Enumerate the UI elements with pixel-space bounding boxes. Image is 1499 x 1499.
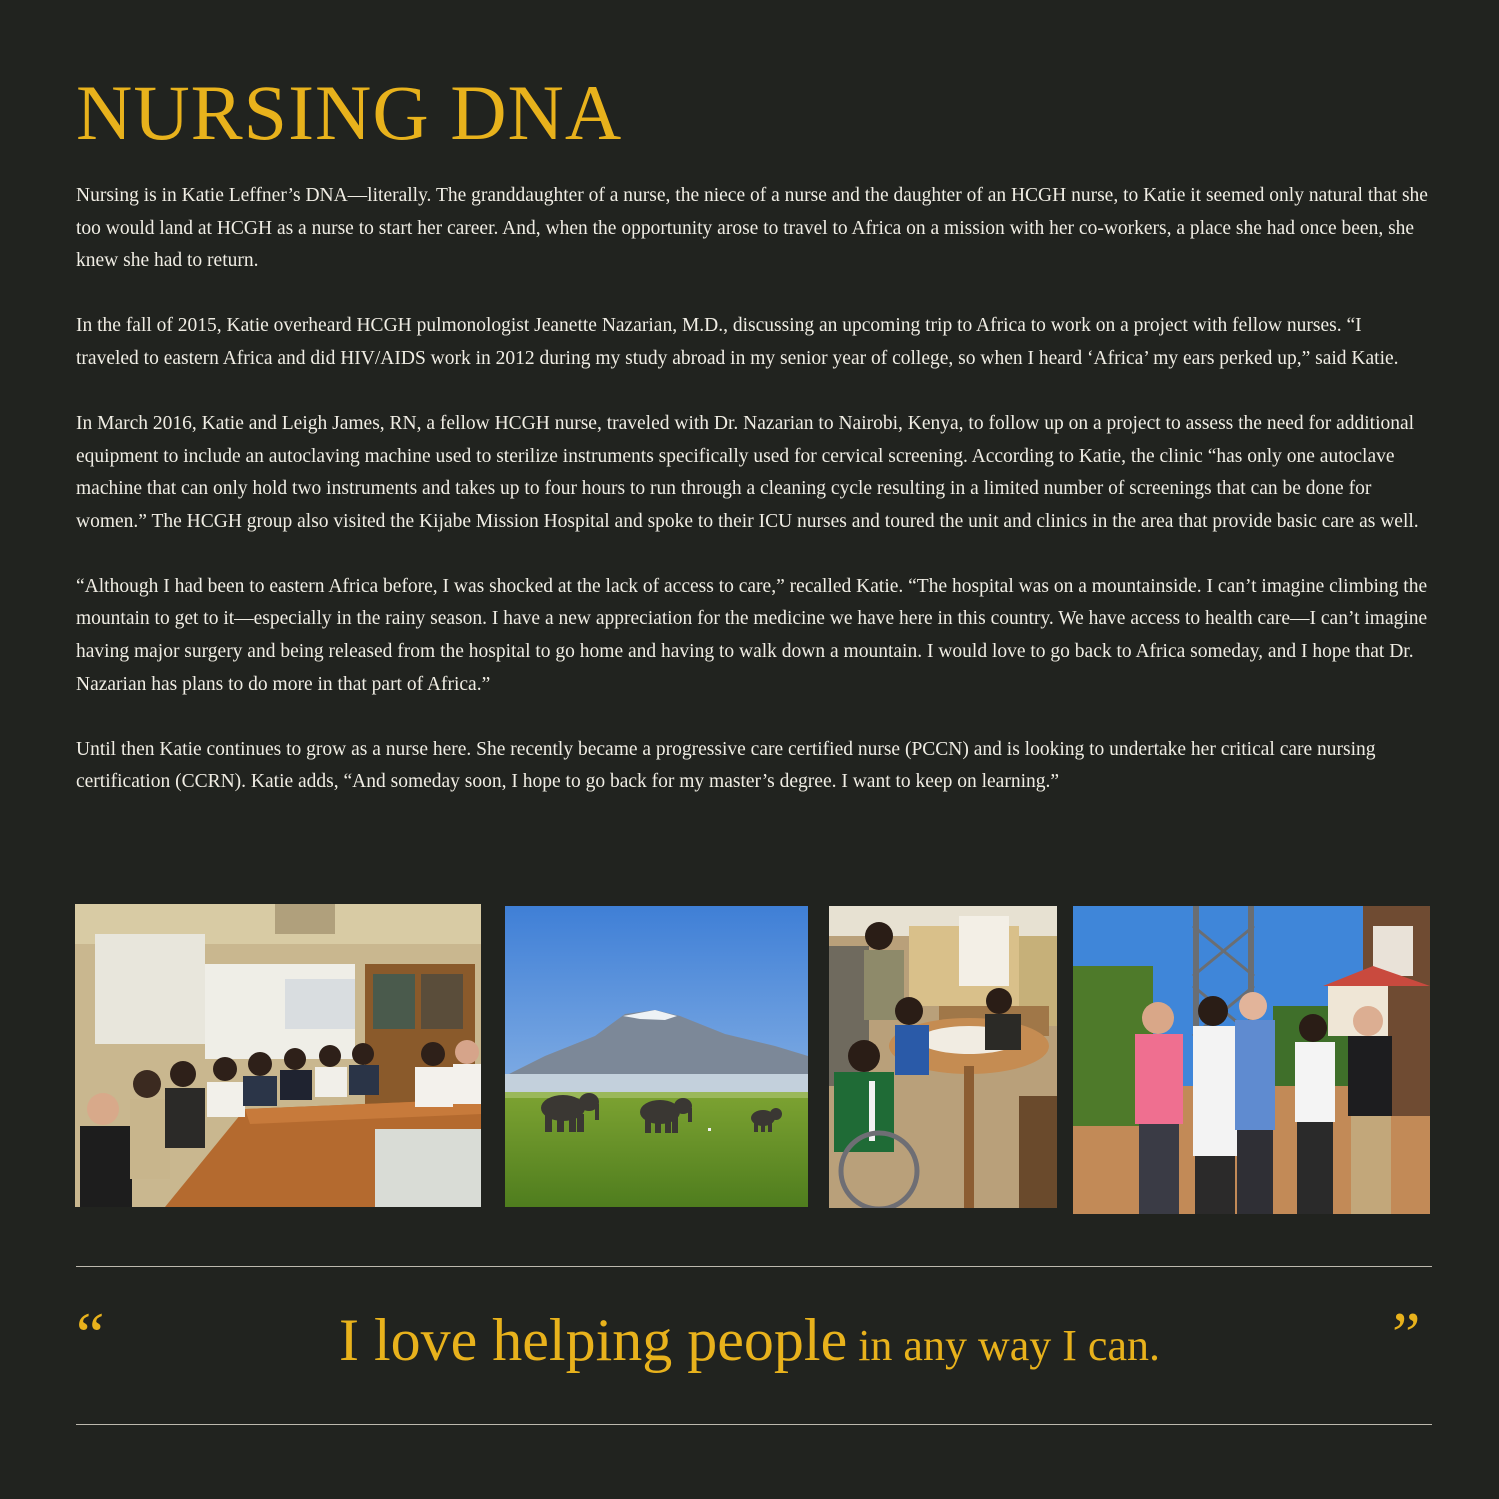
pull-quote-emphasis: I love helping people — [339, 1307, 848, 1373]
page-title: NURSING DNA — [76, 69, 623, 156]
close-quote-mark: ” — [1392, 1299, 1421, 1370]
photo-elephants-savanna — [505, 906, 808, 1207]
quote-bottom-rule — [76, 1424, 1432, 1425]
open-quote-mark: “ — [76, 1299, 105, 1370]
photo-ward-table — [829, 906, 1057, 1208]
paragraph-2: In the fall of 2015, Katie overheard HCGH pulmonologist Jeanette Nazarian, M.D., discussing an upcoming trip to Africa to work on a project with fellow nurses. “I traveled to eastern Africa and did HIV/AIDS work in 2012 during my study abroad in my senior year of college, so when I heard ‘Africa’ my ears perked up,” said Katie. — [76, 315, 1399, 369]
paragraph-3: In March 2016, Katie and Leigh James, RN, a fellow HCGH nurse, traveled with Dr. Nazarian to Nairobi, Kenya, to follow up on a project to assess the need for additional equipment to include an autoclaving machine used to sterilize instruments specifically used for cervical screening. According to Katie, the clinic “has only one autoclave machine that can only hold two instruments and takes up to four hours to run through a cleaning cycle resulting in a limited number of screenings that can be done for women.” The HCGH group also visited the Kijabe Mission Hospital and spoke to their ICU nurses and toured the unit and clinics in the area that provide basic care as well. — [76, 412, 1419, 532]
quote-top-rule — [76, 1266, 1432, 1267]
paragraph-1: Nursing is in Katie Leffner’s DNA—literally. The granddaughter of a nurse, the niece of a nurse and the daughter of an HCGH nurse, to Katie it seemed only natural that she too would land at HCGH as a nurse to start her career. And, when the opportunity arose to travel to Africa on a mission with her co-workers, a place she had once been, she knew she had to return. — [76, 185, 1428, 272]
photo-meeting-room — [75, 904, 481, 1207]
pull-quote-rest: in any way I can. — [847, 1321, 1160, 1370]
paragraph-4: “Although I had been to eastern Africa before, I was shocked at the lack of access to care,” recalled Katie. “The hospital was on a mountainside. I can’t imagine climbing the mountain to get to it—especially in the rainy season. I have a new appreciation for the medicine we have here in this country. We have access to health care—I can’t imagine having major surgery and being released from the hospital to go home and having to walk down a mountain. I would love to go back to Africa someday, and I hope that Dr. Nazarian has plans to do more in that part of Africa.” — [76, 575, 1428, 695]
paragraph-5: Until then Katie continues to grow as a nurse here. She recently became a progressive care certified nurse (PCCN) and is looking to undertake her critical care nursing certification (CCRN). Katie adds, “And someday soon, I hope to go back for my master’s degree. I want to keep on learning.” — [76, 738, 1376, 793]
article-body — [76, 180, 1428, 831]
pull-quote — [0, 1307, 1499, 1373]
photo-group-outdoors — [1073, 906, 1430, 1214]
